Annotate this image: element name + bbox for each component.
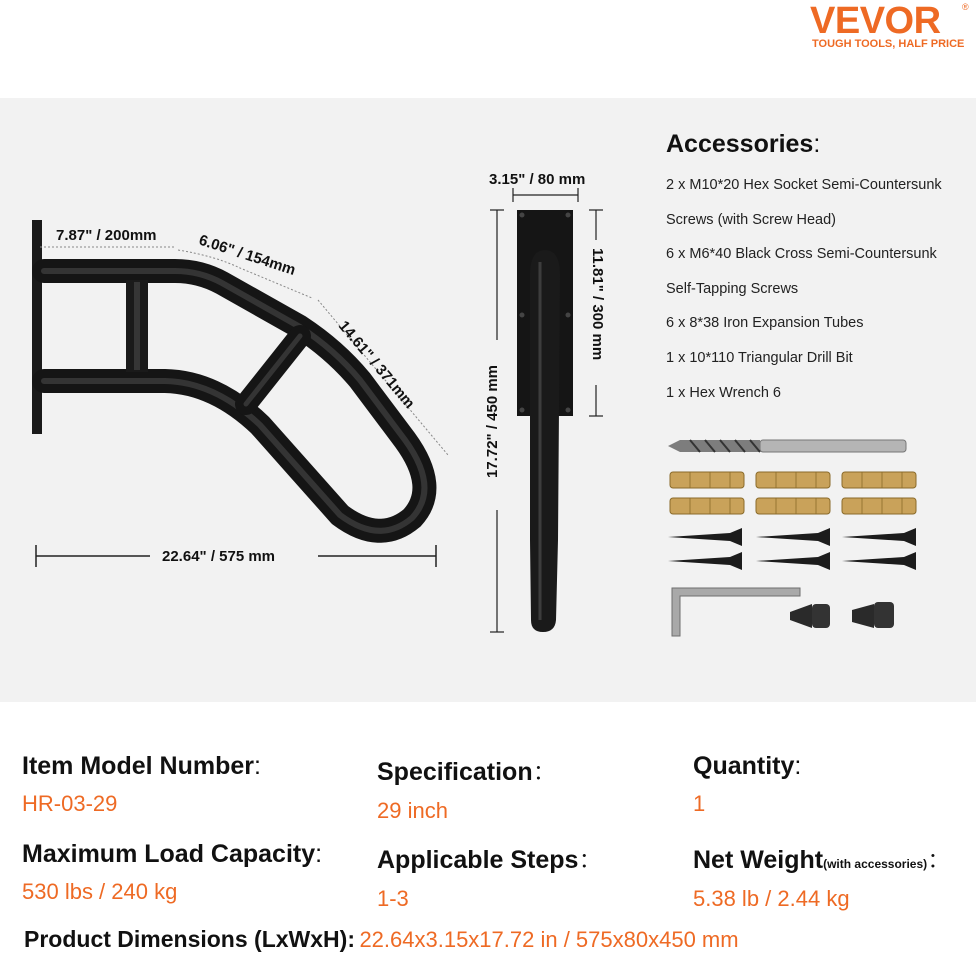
top-length-label: 7.87" / 200mm — [56, 227, 157, 244]
accessories-title: Accessories: — [666, 130, 821, 158]
list-item: 2 x M10*20 Hex Socket Semi-Countersunk — [666, 177, 942, 193]
brand-name: VEVOR — [810, 0, 941, 42]
spec-steps-label: Applicable Steps — [377, 846, 579, 874]
hex-socket-screws-icon — [790, 602, 894, 628]
spec-specification-value: 29 inch — [377, 798, 448, 823]
brand-tagline: TOUGH TOOLS, HALF PRICE — [812, 38, 965, 50]
spec-specification: Specification： 29 inch — [377, 758, 558, 823]
bend-length-label: 6.06" / 154mm — [196, 231, 298, 279]
spec-quantity: Quantity: 1 — [693, 752, 802, 816]
spec-product-dimensions: Product Dimensions (LxWxH): 22.64x3.15x17.72 in / 575x80x450 mm — [24, 926, 739, 952]
accessories-list — [666, 176, 942, 418]
front-tube — [530, 250, 560, 632]
list-item: 6 x M6*40 Black Cross Semi-Countersunk — [666, 246, 937, 263]
handrail-side-view — [32, 220, 424, 531]
spec-steps: Applicable Steps： 1-3 — [377, 846, 604, 911]
total-height-label: 17.72" / 450 mm — [484, 364, 501, 478]
spec-load: Maximum Load Capacity: 530 lbs / 240 kg — [22, 840, 323, 904]
list-item: Self-Tapping Screws — [666, 280, 799, 297]
list-item: Screws (with Screw Head) — [666, 211, 837, 228]
spec-load-label: Maximum Load Capacity — [22, 840, 316, 868]
handrail-front-view — [517, 210, 573, 632]
self-tapping-screws-icon — [668, 528, 916, 570]
spec-quantity-value: 1 — [693, 791, 706, 816]
spec-specification-label: Specification — [377, 758, 533, 786]
plate-height-label: 11.81" / 300 mm — [589, 248, 606, 361]
slope-length-label: 14.61" / 371mm — [334, 317, 418, 412]
list-item: 1 x 10*110 Triangular Drill Bit — [666, 349, 853, 366]
spec-load-value: 530 lbs / 240 kg — [22, 879, 178, 904]
spec-weight-value: 5.38 lb / 2.44 kg — [693, 886, 850, 911]
spec-weight: Net Weight(with accessories)： 5.38 lb / 2.44 kg — [693, 846, 953, 911]
expansion-tubes-icon — [670, 472, 916, 514]
list-item: 6 x 8*38 Iron Expansion Tubes — [666, 315, 864, 332]
spec-weight-note: (with accessories) — [823, 857, 928, 871]
registered-mark: ® — [962, 2, 969, 12]
spec-model-value: HR-03-29 — [22, 791, 118, 816]
spec-product-dimensions-label: Product Dimensions (LxWxH) — [24, 926, 348, 952]
drill-bit-icon — [668, 440, 906, 452]
spec-model: Item Model Number: HR-03-29 — [22, 752, 261, 816]
plate-width-label: 3.15" / 80 mm — [489, 171, 586, 188]
list-item: 1 x Hex Wrench 6 — [666, 384, 781, 401]
total-length-label: 22.64" / 575 mm — [162, 548, 276, 565]
wall-plate-side — [32, 220, 42, 434]
spec-steps-value: 1-3 — [377, 886, 409, 911]
spec-product-dimensions-value: 22.64x3.15x17.72 in / 575x80x450 mm — [359, 927, 739, 952]
spec-quantity-label: Quantity — [693, 752, 795, 780]
hex-wrench-icon — [672, 588, 800, 636]
spec-weight-label: Net Weight — [693, 846, 824, 874]
spec-model-label: Item Model Number — [22, 752, 254, 780]
